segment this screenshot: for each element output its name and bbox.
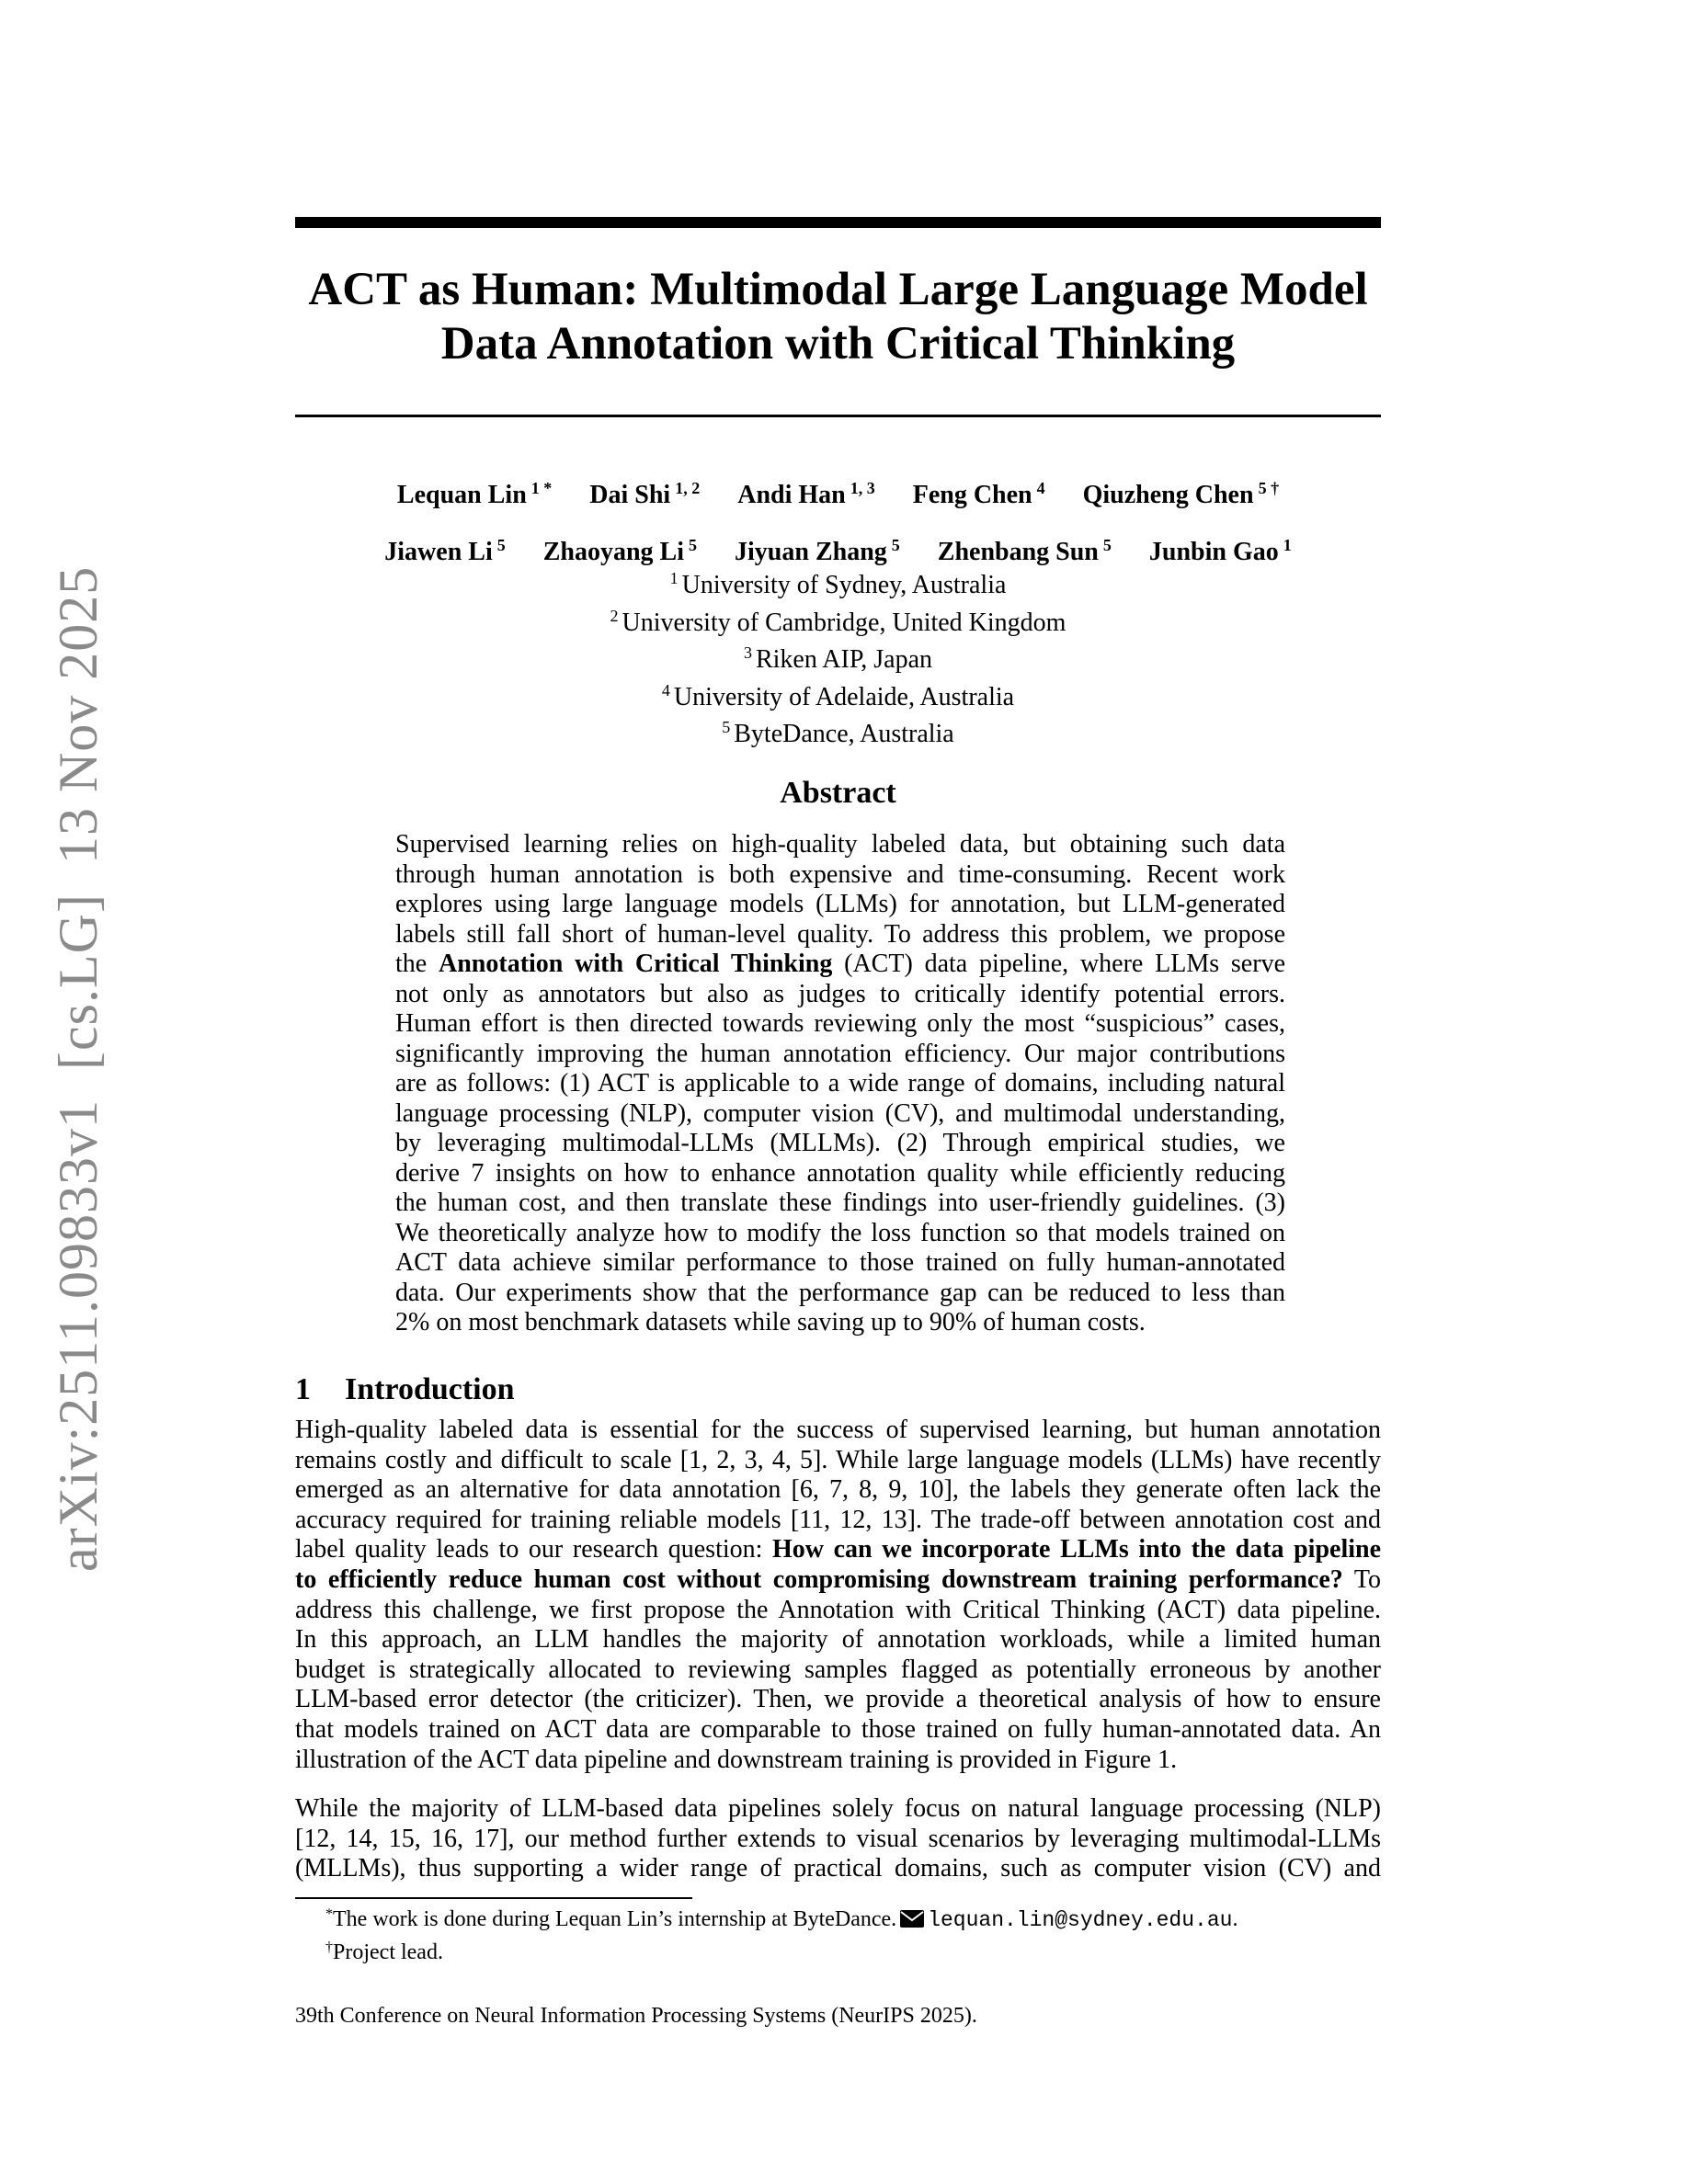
venue-footer: 39th Conference on Neural Information Processing Systems (NeurIPS 2025). [295, 2004, 977, 2028]
text-line: (MLLMs), thus supporting a wider range of practical domains, such as computer vision (CV) and [295, 1854, 1381, 1883]
affiliation: $^3$ Riken AIP, Japan [743, 643, 933, 674]
text-line: address this challenge, we first propose the Annotation with Critical Thinking (ACT) data pipeline. [295, 1595, 1381, 1624]
authors-row-1 [295, 472, 1381, 511]
intro-paragraph-1 [295, 1416, 1381, 1775]
author: Zhenbang Sun $^5$ [937, 536, 1112, 566]
text-line: the human cost, and then translate these findings into user-friendly guidelines. (3) [395, 1189, 1285, 1217]
affiliation: $^5$ ByteDance, Australia [722, 718, 954, 748]
text-line: label quality leads to our research question: How can we incorporate LLMs into the data pipeline [295, 1535, 1381, 1564]
text-line: High-quality labeled data is essential for the success of supervised learning, but human annotation [295, 1416, 1381, 1444]
author: Jiyuan Zhang $^5$ [735, 536, 900, 566]
affiliation: $^2$ University of Cambridge, United Kingdom [610, 606, 1066, 637]
text-line: Human effort is then directed towards reviewing only the most “suspicious” cases, [395, 1009, 1285, 1038]
title-bottom-rule [295, 415, 1381, 417]
author: Qiuzheng Chen $^{5 \dagger}$ [1082, 479, 1280, 509]
text-line: are as follows: (1) ACT is applicable to a wide range of domains, including natural [395, 1069, 1285, 1098]
text-line: ACT data achieve similar performance to those trained on fully human-annotated [395, 1248, 1285, 1277]
author: Dai Shi $^{1, 2}$ [589, 479, 701, 509]
author: Feng Chen $^4$ [912, 479, 1045, 509]
title-line-1: ACT as Human: Multimodal Large Language Model [308, 264, 1368, 315]
text-line: labels still fall short of human-level quality. To address this problem, we propose [395, 919, 1285, 949]
text-line: LLM-based error detector (the criticizer). Then, we provide a theoretical analysis of how to ensure [295, 1685, 1381, 1714]
text-line: through human annotation is both expensive and time-consuming. Recent work [395, 859, 1285, 889]
footnote-2: †Project lead. [325, 1939, 443, 1964]
footnote-1: *The work is done during Lequan Lin’s internship at ByteDance. lequan.lin@sydney.edu.au. [325, 1906, 1238, 1932]
section-title: Introduction [345, 1372, 515, 1406]
footnote-rule [295, 1897, 692, 1899]
footnotes [325, 1901, 1237, 1966]
footnote-email[interactable]: lequan.lin@sydney.edu.au [928, 1908, 1233, 1932]
author: Lequan Lin $^{1 *}$ [396, 479, 553, 509]
text-line: 2% on most benchmark datasets while saving up to 90% of human costs. [395, 1308, 1146, 1337]
text-line: While the majority of LLM-based data pipelines solely focus on natural language processing (NLP) [295, 1794, 1381, 1823]
text-line: by leveraging multimodal-LLMs (MLLMs). (2) Through empirical studies, we [395, 1129, 1285, 1157]
arxiv-side-identifier: arXiv:2511.09833v1 [cs.LG] 13 Nov 2025 [48, 565, 108, 1572]
title-top-rule [295, 217, 1381, 228]
text-line: [12, 14, 15, 16, 17], our method further extends to visual scenarios by leveraging multimodal-LLMs [295, 1824, 1381, 1853]
text-line: illustration of the ACT data pipeline and downstream training is provided in Figure 1. [295, 1745, 1178, 1774]
text-line: In this approach, an LLM handles the majority of annotation workloads, while a limited human [295, 1625, 1381, 1655]
text-line: language processing (NLP), computer vision (CV), and multimodal understanding, [395, 1098, 1285, 1128]
affiliation: $^4$ University of Adelaide, Australia [661, 680, 1015, 711]
section-number: 1 [295, 1372, 311, 1406]
paper-title [295, 263, 1381, 371]
text-line: Supervised learning relies on high-quality labeled data, but obtaining such data [395, 830, 1285, 859]
abstract-heading: Abstract [780, 776, 896, 810]
title-line-2: Data Annotation with Critical Thinking [440, 318, 1236, 370]
affiliations [295, 563, 1381, 750]
envelope-icon [900, 1910, 924, 1928]
author: Zhaoyang Li $^5$ [542, 536, 698, 566]
text-line: that models trained on ACT data are comparable to those trained on fully human-annotated data. An [295, 1714, 1381, 1744]
intro-paragraph-2 [295, 1794, 1381, 1884]
text-line: significantly improving the human annotation efficiency. Our major contributions [395, 1039, 1285, 1068]
text-line: budget is strategically allocated to reviewing samples flagged as potentially erroneous by another [295, 1655, 1381, 1684]
text-line: accuracy required for training reliable models [11, 12, 13]. The trade-off between annotation cost and [295, 1505, 1381, 1534]
author: Andi Han $^{1, 3}$ [737, 479, 875, 509]
text-line: explores using large language models (LLMs) for annotation, but LLM-generated [395, 890, 1285, 918]
abstract-body [395, 830, 1285, 1338]
text-line: emerged as an alternative for data annotation [6, 7, 8, 9, 10], the labels they generate often lack the [295, 1475, 1381, 1505]
text-line: derive 7 insights on how to enhance annotation quality while efficiently reducing [395, 1158, 1285, 1188]
author: Jiawen Li $^5$ [384, 536, 506, 566]
author: Junbin Gao $^1$ [1148, 536, 1292, 566]
text-line: remains costly and difficult to scale [1, 2, 3, 4, 5]. While large language models (LLMs) have recently [295, 1445, 1381, 1474]
text-line: the Annotation with Critical Thinking (ACT) data pipeline, where LLMs serve [395, 950, 1285, 978]
text-line: not only as annotators but also as judges to critically identify potential errors. [395, 979, 1285, 1008]
section-heading-introduction [295, 1371, 515, 1408]
text-line: We theoretically analyze how to modify the loss function so that models trained on [395, 1218, 1285, 1247]
affiliation: $^1$ University of Sydney, Australia [669, 569, 1007, 599]
text-line: to efficiently reduce human cost without compromising downstream training performance? To [295, 1564, 1381, 1594]
text-line: data. Our experiments show that the performance gap can be reduced to less than [395, 1278, 1285, 1307]
authors-row-2 [295, 529, 1381, 568]
